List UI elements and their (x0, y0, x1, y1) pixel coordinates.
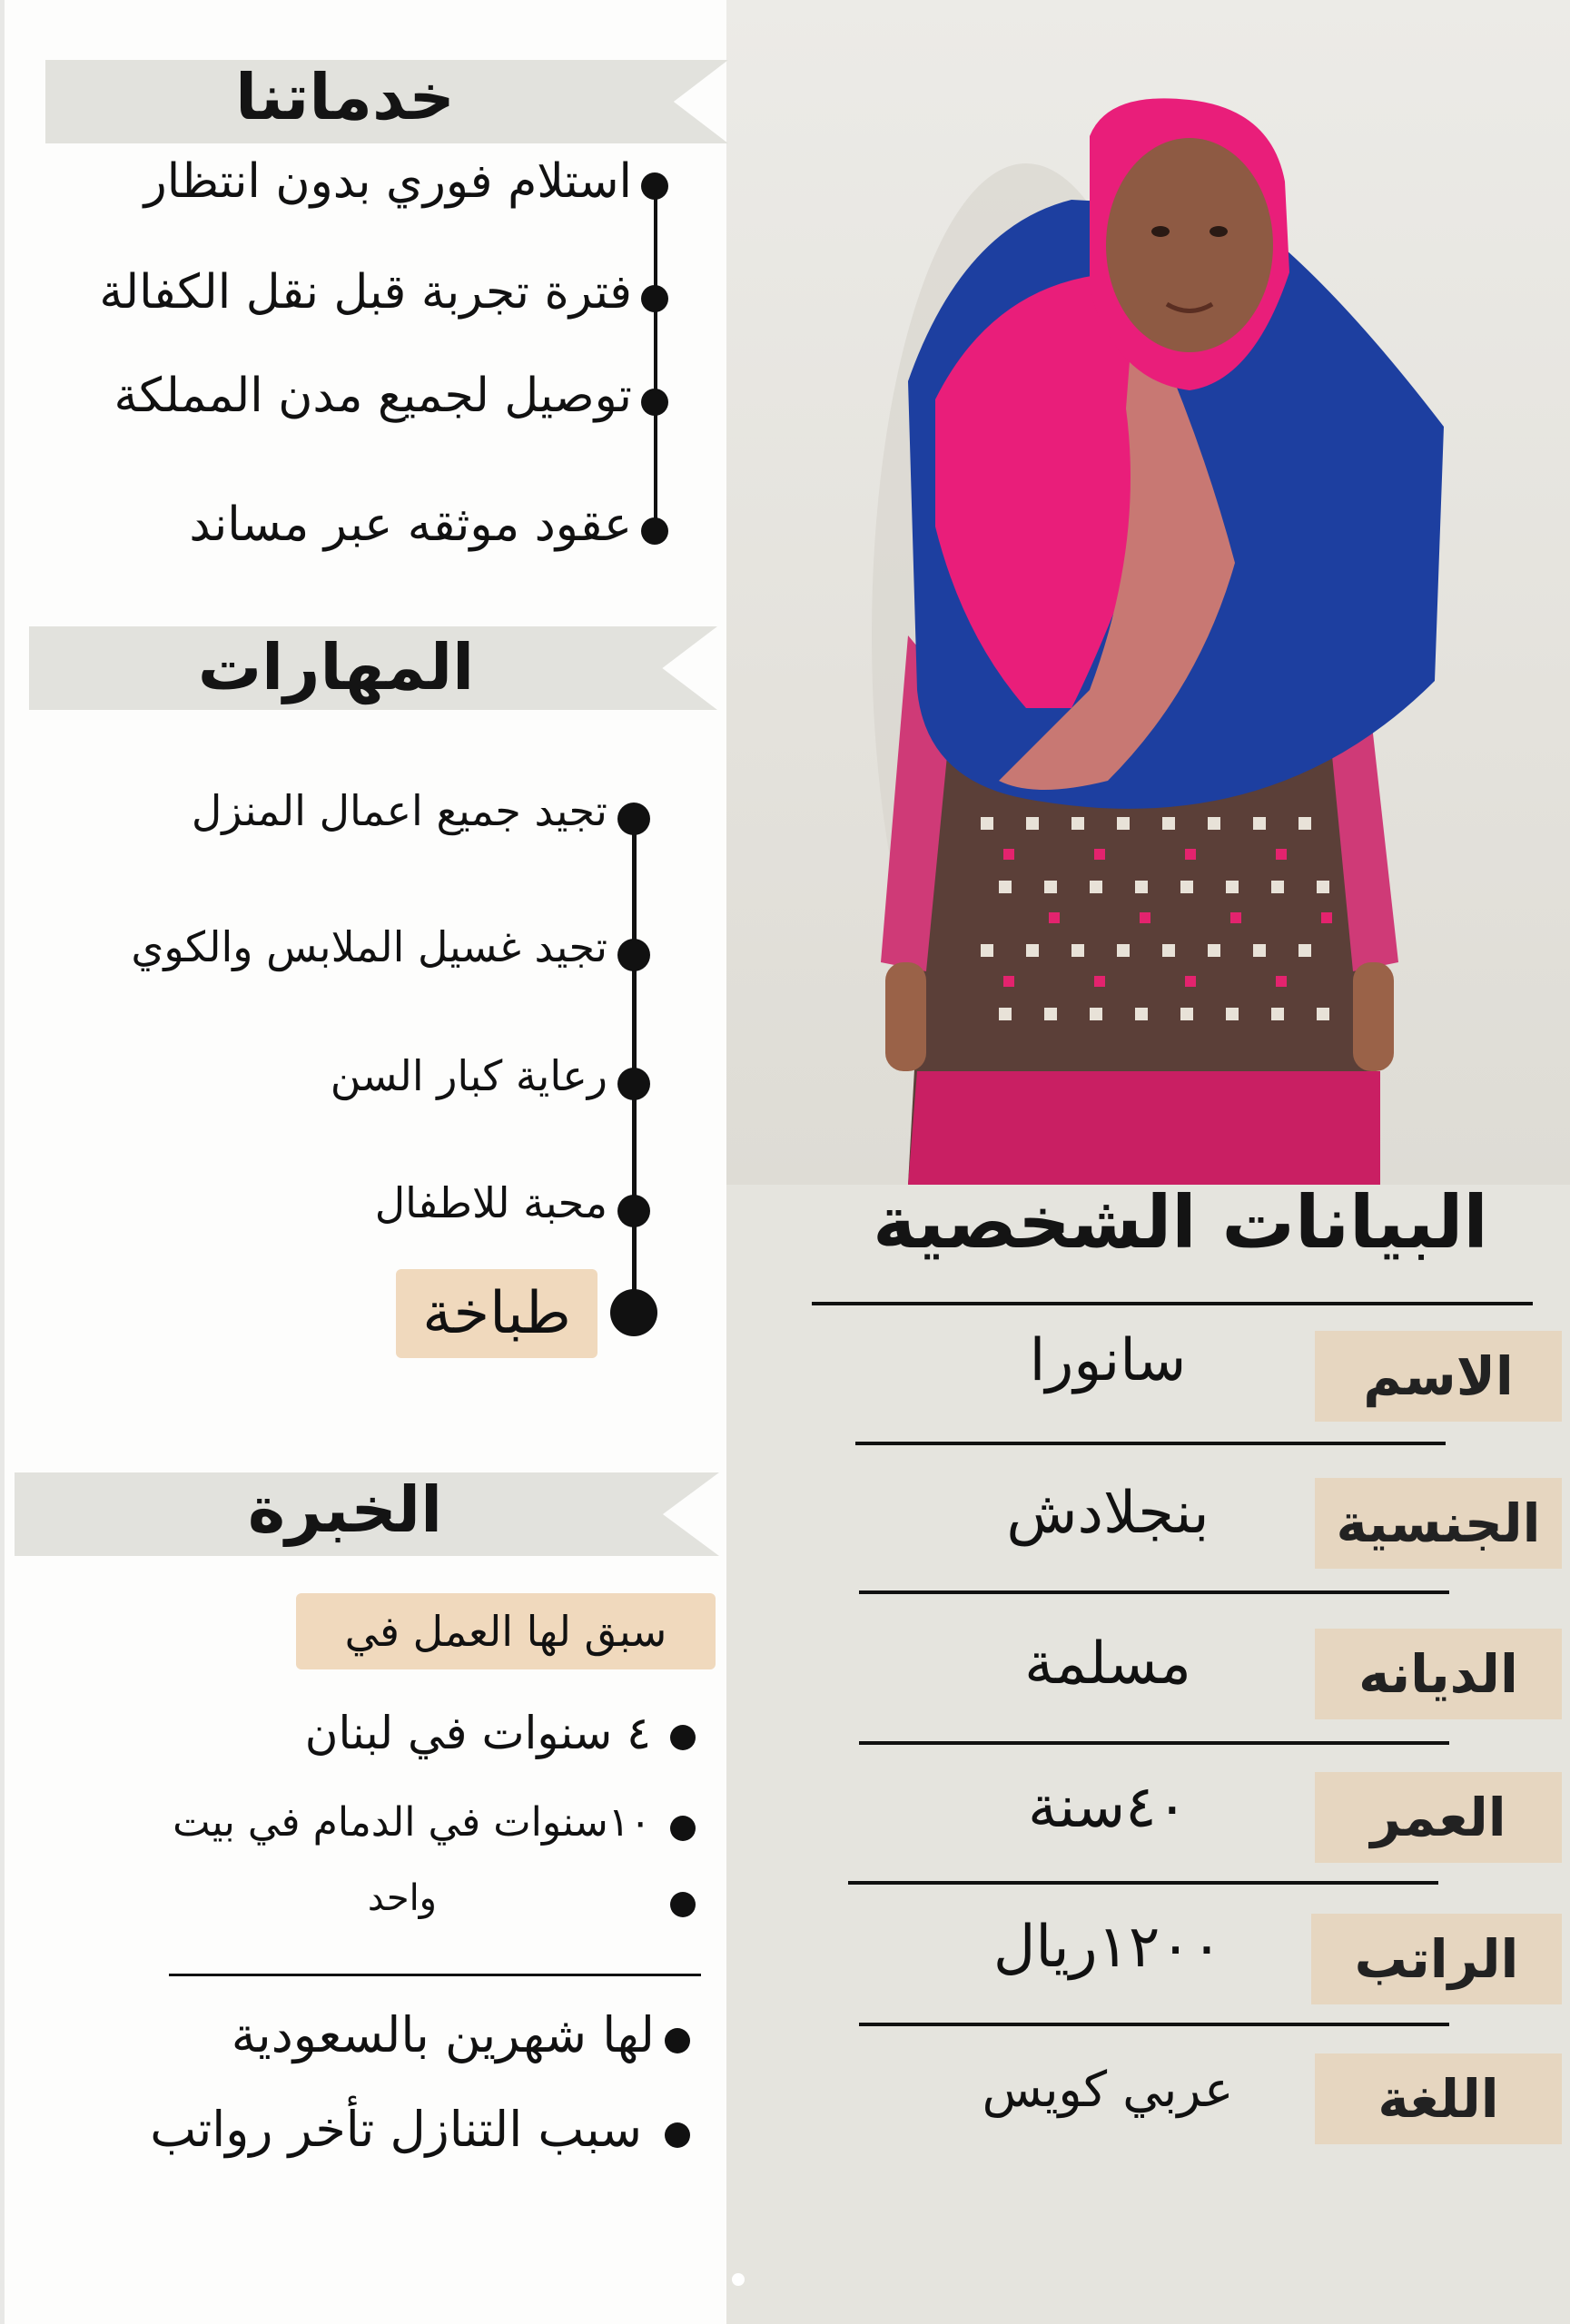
left-edge (0, 0, 5, 2324)
skills-bullet (617, 1195, 650, 1227)
experience-bullet (665, 2122, 690, 2148)
skill-item: تجيد جميع اعمال المنزل (191, 786, 607, 835)
skill-highlight-cooking: طباخة (396, 1269, 597, 1358)
value-salary: ١٢٠٠ريال (992, 1914, 1223, 1981)
services-timeline (654, 185, 657, 532)
label-nationality: الجنسية (1315, 1478, 1562, 1569)
label-age: العمر (1315, 1772, 1562, 1863)
service-item: توصيل لجميع مدن المملكة (114, 369, 632, 423)
experience-bullet (670, 1892, 696, 1917)
label-name: الاسم (1315, 1331, 1562, 1422)
experience-item: ٤ سنوات في لبنان (304, 1707, 651, 1759)
personal-title-divider (812, 1302, 1533, 1305)
skills-bullet (610, 1289, 657, 1336)
skills-bullet (617, 1068, 650, 1100)
experience-bullet (665, 2028, 690, 2053)
field-divider (859, 1741, 1449, 1745)
services-bullet (641, 285, 668, 312)
value-nationality: بنجلادش (1006, 1480, 1210, 1547)
experience-item: واحد (367, 1877, 437, 1919)
service-item: عقود موثقه عبر مساند (189, 497, 632, 552)
label-religion: الديانه (1315, 1629, 1562, 1719)
experience-tag: سبق لها العمل في (296, 1593, 716, 1669)
page-indicator-dot (732, 2273, 745, 2286)
value-age: ٤٠سنة (1028, 1774, 1188, 1841)
worker-photo (726, 0, 1570, 1185)
label-salary: الراتب (1311, 1914, 1562, 2004)
field-divider (848, 1881, 1438, 1885)
services-bullet (641, 389, 668, 416)
skill-item: تجيد غسيل الملابس والكوي (131, 922, 607, 971)
service-item: فترة تجربة قبل نقل الكفالة (99, 265, 632, 320)
experience-item: ١٠سنوات في الدمام في بيت (173, 1799, 651, 1846)
value-name: سانورا (1029, 1327, 1187, 1394)
services-title: خدماتنا (235, 60, 455, 134)
experience-note: سبب التنازل تأخر رواتب (150, 2101, 642, 2158)
value-religion: مسلمة (1024, 1630, 1191, 1698)
skills-timeline (632, 817, 637, 1316)
skill-item: رعاية كبار السن (330, 1051, 607, 1100)
experience-bullet (670, 1816, 696, 1841)
services-bullet (641, 517, 668, 545)
experience-note: لها شهرين بالسعودية (231, 2006, 655, 2063)
experience-title: الخبرة (247, 1472, 443, 1547)
skills-bullet (617, 803, 650, 835)
service-item: استلام فوري بدون انتظار (143, 154, 632, 209)
experience-divider (169, 1974, 701, 1976)
field-divider (859, 2023, 1449, 2026)
value-language: عربي كويس (982, 2061, 1234, 2118)
experience-bullet (670, 1725, 696, 1750)
services-bullet (641, 172, 668, 200)
skills-title: المهارات (197, 630, 475, 704)
label-language: اللغة (1315, 2053, 1562, 2144)
field-divider (855, 1442, 1446, 1445)
field-divider (859, 1590, 1449, 1594)
personal-data-title: البيانات الشخصية (873, 1180, 1488, 1265)
skills-bullet (617, 939, 650, 971)
skill-item: محبة للاطفال (374, 1178, 607, 1227)
